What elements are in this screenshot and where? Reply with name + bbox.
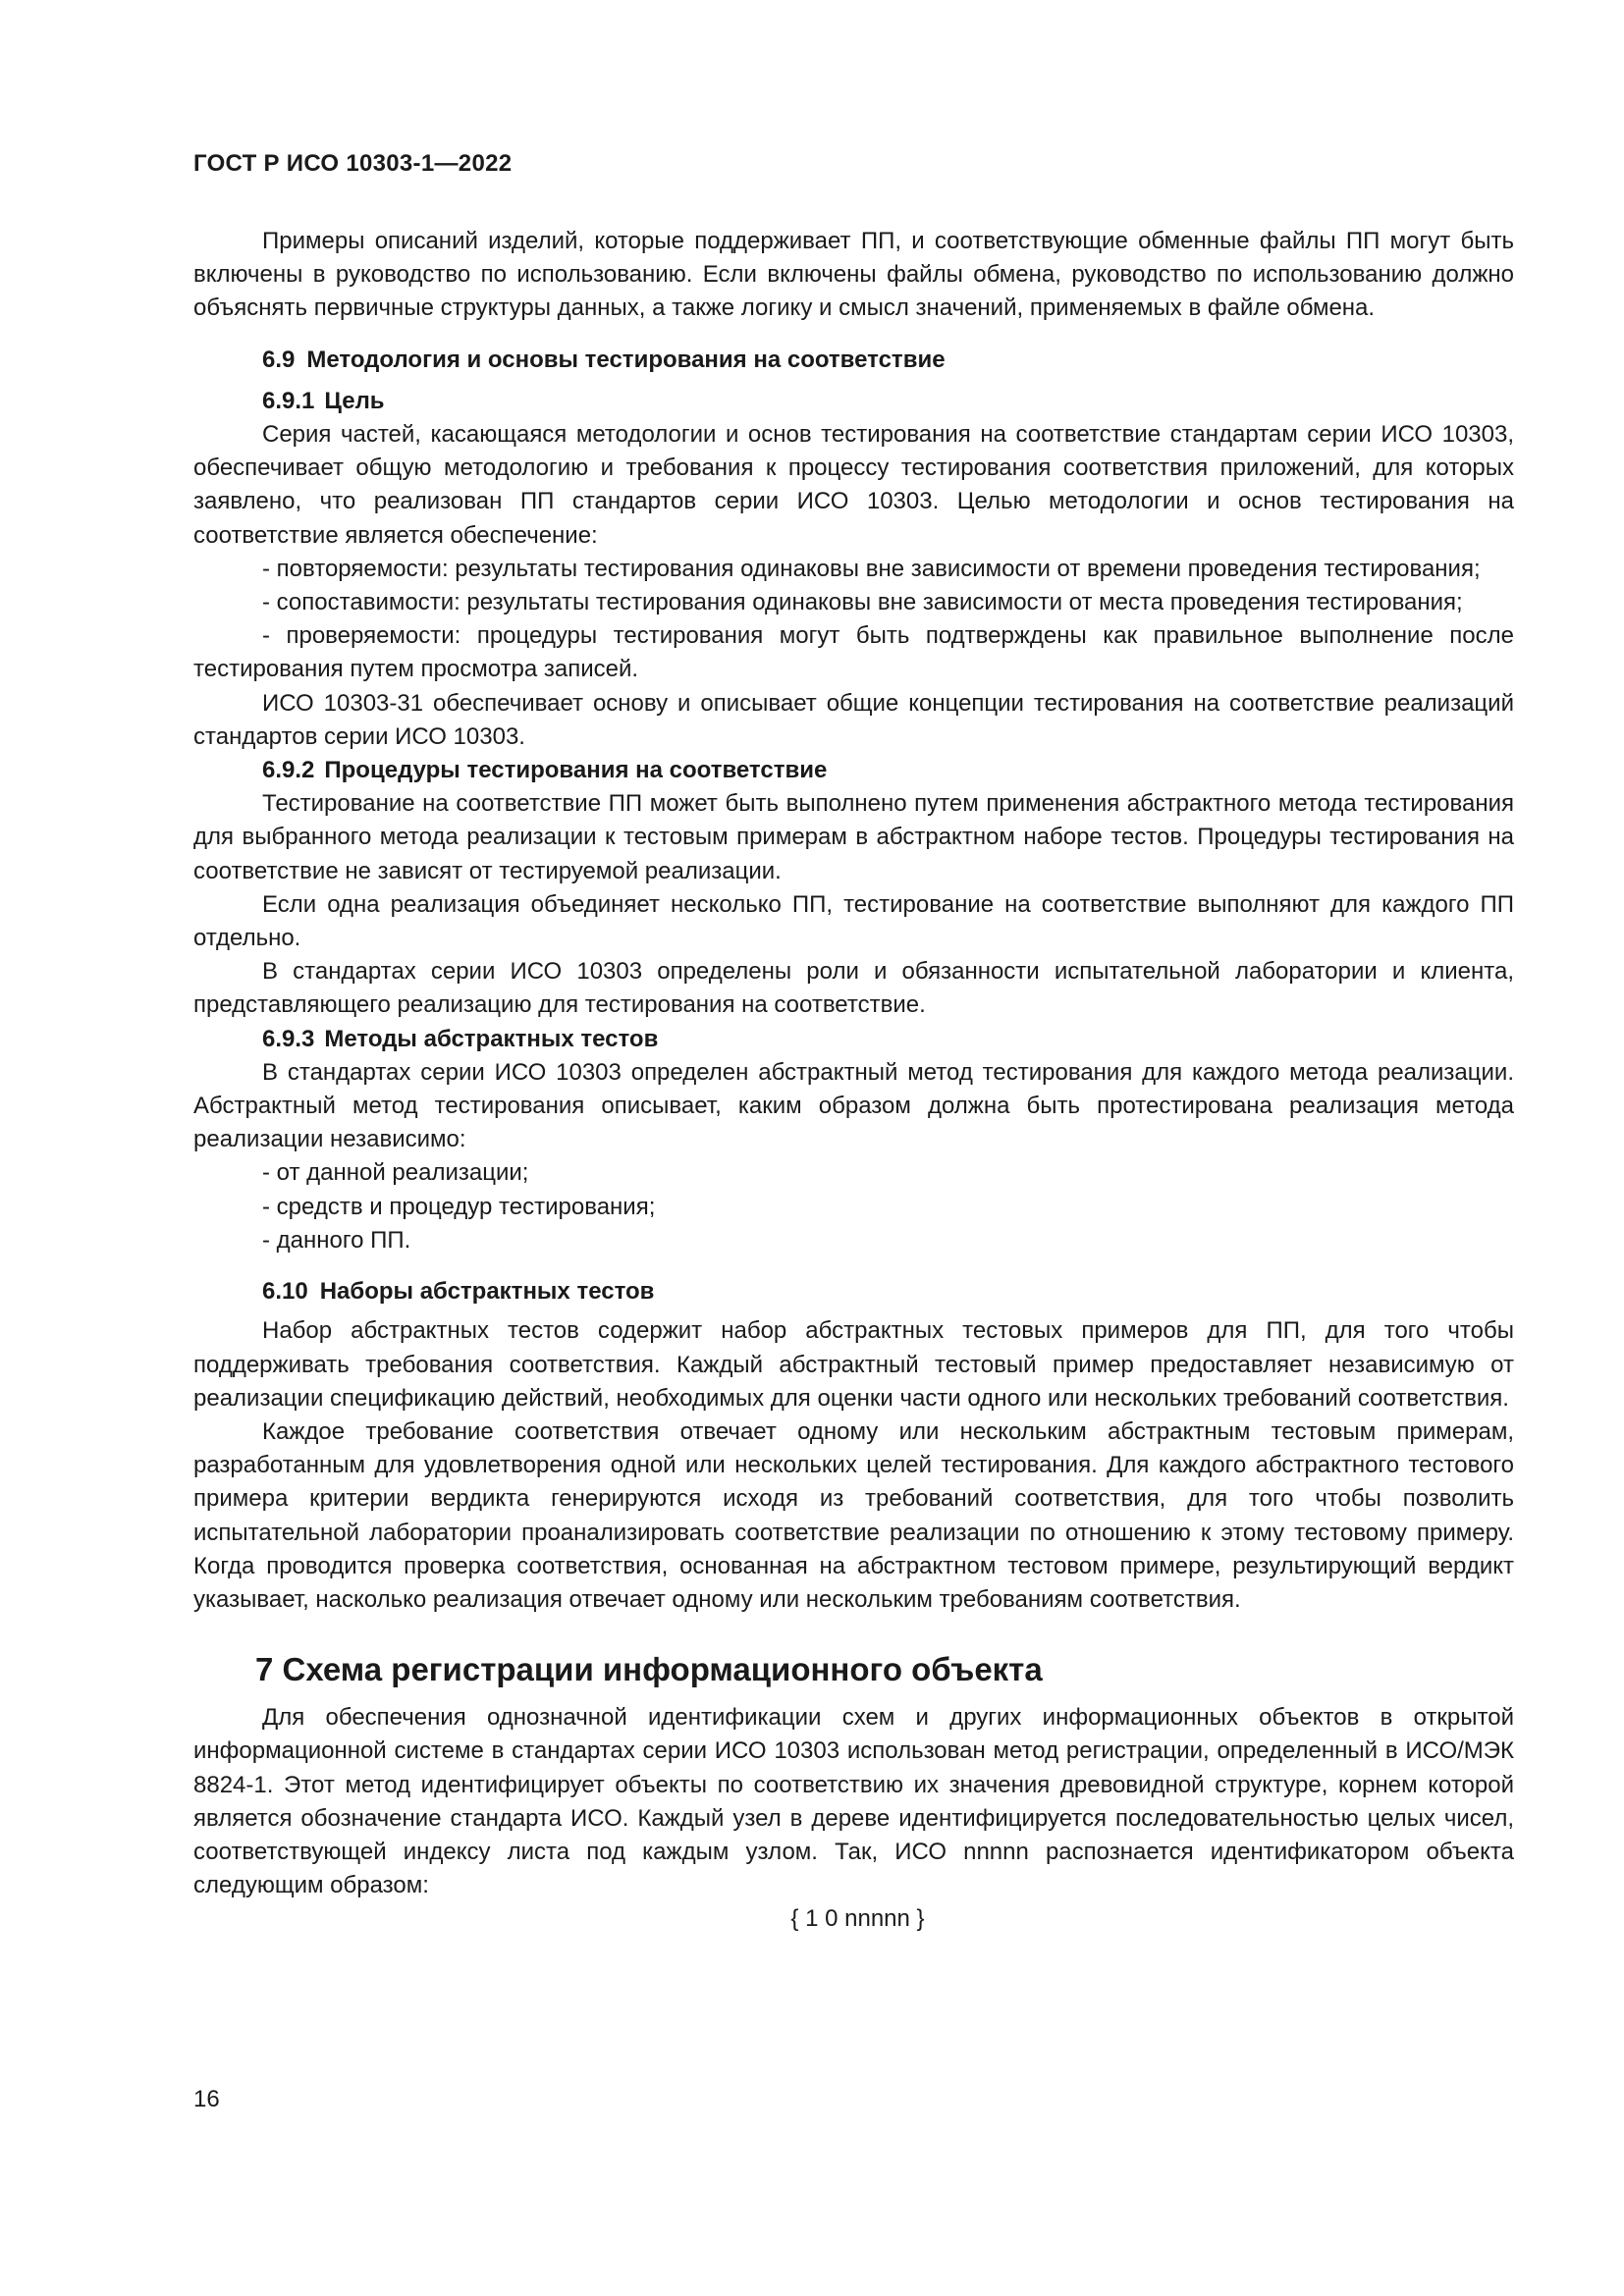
list-item: - от данной реализации; <box>262 1159 529 1187</box>
paragraph: Каждое требование соответствия отвечает одному или нескольким абстрактным тестовым примерам, разработанным для удовлетворения одной или нескольких целей тестирования. Для каждого абстрактного тестового примера критерии вердикта генерируются исходя из требований соответствия, для того чтобы позволить испытательной лаборатории проанализировать соответствие реализации по отношению к этому тестовому примеру. Когда проводится проверка соответствия, основанная на абстрактном тестовом примере, результирующий вердикт указывает, насколько реализация отвечает одному или нескольким требованиям соответствия. <box>193 1417 1514 1613</box>
section-title: Наборы абстрактных тестов <box>319 1278 655 1306</box>
paragraph: Для обеспечения однозначной идентификации схем и других информационных объектов в открытой информационной системе в стандартах серии ИСО 10303 использован метод регистрации, определенный в ИСО/МЭК 8824-1. Этот метод идентифицирует объекты по соответствию их значения древовидной структуре, корнем которой является обозначение стандарта ИСО. Каждый узел в дереве идентифицируется последовательностью целых чисел, соответствующей индексу листа под каждым узлом. Так, ИСО nnnnn распознается идентификатором объекта следующим образом: <box>193 1704 1514 1899</box>
section-title: Процедуры тестирования на соответствие <box>324 757 828 784</box>
section-number: 6.9.2 <box>262 757 315 784</box>
paragraph: Серия частей, касающаяся методологии и основ тестирования на соответствие стандартам серии ИСО 10303, обеспечивает общую методологию и требования к процессу тестирования соответствия приложений, для которых заявлено, что реализован ПП стандартов серии ИСО 10303. Целью методологии и основ тестирования на соответствие является обеспечение: <box>193 421 1514 549</box>
section-number: 6.10 <box>262 1278 308 1306</box>
section-6-9-2-heading <box>193 754 1514 787</box>
page-content <box>193 225 1514 1937</box>
list-item: - данного ПП. <box>262 1226 411 1254</box>
section-title: Методы абстрактных тестов <box>324 1025 659 1052</box>
section-6-9-3-heading <box>193 1023 1514 1056</box>
section-6-9-heading <box>193 344 1514 377</box>
section-number: 6.9 <box>262 346 296 373</box>
paragraph: Набор абстрактных тестов содержит набор абстрактных тестовых примеров для ПП, для того чтобы поддерживать требования соответствия. Каждый абстрактный тестовый пример предоставляет независимую от реализации спецификацию действий, необходимых для оценки части одного или нескольких требований соответствия. <box>193 1317 1514 1412</box>
paragraph: ИСО 10303-31 обеспечивает основу и описывает общие концепции тестирования на соответствие реализаций стандартов серии ИСО 10303. <box>193 689 1514 750</box>
section-title: Методология и основы тестирования на соответствие <box>306 346 946 373</box>
section-7-heading: 7 Схема регистрации информационного объекта <box>255 1651 1043 1688</box>
list-item: - сопоставимости: результаты тестирования одинаковы вне зависимости от места проведения тестирования; <box>262 589 1463 616</box>
section-6-9-1-heading <box>193 385 1514 418</box>
list-item: - проверяемости: процедуры тестирования могут быть подтверждены как правильное выполнение после тестирования путем просмотра записей. <box>193 622 1514 683</box>
object-identifier-formula: { 1 0 nnnnn } <box>790 1905 925 1933</box>
paragraph: В стандартах серии ИСО 10303 определены роли и обязанности испытательной лаборатории и клиента, представляющего реализацию для тестирования на соответствие. <box>193 958 1514 1019</box>
list-item: - средств и процедур тестирования; <box>262 1193 656 1220</box>
section-number: 6.9.1 <box>262 387 315 414</box>
paragraph: Если одна реализация объединяет несколько ПП, тестирование на соответствие выполняют для каждого ПП отдельно. <box>193 890 1514 952</box>
section-6-10-heading <box>193 1275 1514 1308</box>
section-title: Цель <box>324 387 385 414</box>
page-number: 16 <box>193 2086 220 2112</box>
paragraph: Тестирование на соответствие ПП может быть выполнено путем применения абстрактного метода тестирования для выбранного метода реализации к тестовым примерам в абстрактном наборе тестов. Процедуры тестирования на соответствие не зависят от тестируемой реализации. <box>193 790 1514 884</box>
list-item: - повторяемости: результаты тестирования одинаковы вне зависимости от времени проведения тестирования; <box>262 555 1481 582</box>
intro-paragraph: Примеры описаний изделий, которые поддерживает ПП, и соответствующие обменные файлы ПП могут быть включены в руководство по использованию. Если включены файлы обмена, руководство по использованию должно объяснять первичные структуры данных, а также логику и смысл значений, применяемых в файле обмена. <box>193 228 1514 322</box>
document-header: ГОСТ Р ИСО 10303-1—2022 <box>193 150 513 177</box>
section-number: 6.9.3 <box>262 1025 315 1052</box>
paragraph: В стандартах серии ИСО 10303 определен абстрактный метод тестирования для каждого метода реализации. Абстрактный метод тестирования описывает, каким образом должна быть протестирована реализация метода реализации независимо: <box>193 1058 1514 1153</box>
